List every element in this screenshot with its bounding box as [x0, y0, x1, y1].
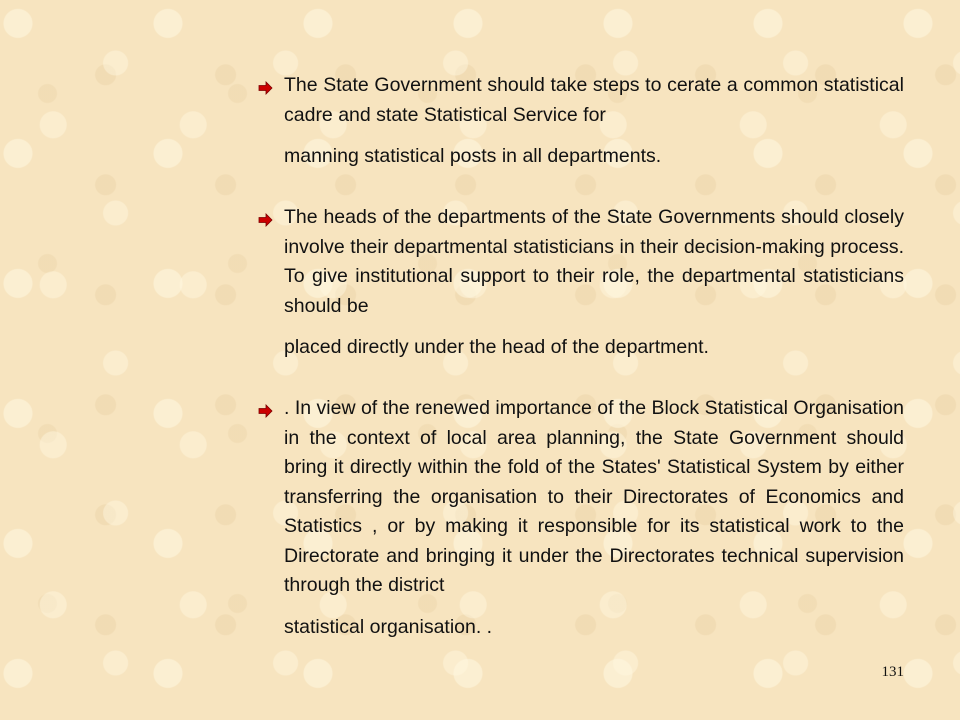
bullet-text: [284, 71, 904, 172]
bullet-body: The State Government should take steps to cerate a common statistical cadre and state Statistical Service for: [284, 74, 904, 126]
bullet-text: [284, 203, 904, 363]
arrow-right-icon: [258, 213, 273, 227]
bullet-last-line: manning statistical posts in all departments.: [284, 145, 662, 167]
bullet-last-line: statistical organisation. .: [284, 615, 493, 638]
bullet-item: [258, 71, 904, 172]
arrow-right-icon: [258, 81, 273, 95]
bullet-body: The heads of the departments of the State Governments should closely involve their departmental statisticians in their decision-making process. To give institutional support to their role, the departmental statisticians should be: [284, 206, 904, 317]
page-number: 131: [881, 664, 904, 680]
bullet-item: [258, 203, 904, 363]
bullet-item: [258, 394, 904, 642]
bullet-last-line: placed directly under the head of the department.: [284, 336, 709, 358]
bullet-text: [284, 394, 904, 642]
arrow-right-icon: [258, 404, 273, 418]
bullet-body: . In view of the renewed importance of the Block Statistical Organisation in the context of local area planning, the State Government should bring it directly within the fold of the States' Statistical System by either transferring the organisation to their Directorates of Economics and Statistics , or by making it responsible for its statistical work to the Directorate and bringing it under the Directorates technical supervision through the district: [284, 397, 904, 596]
